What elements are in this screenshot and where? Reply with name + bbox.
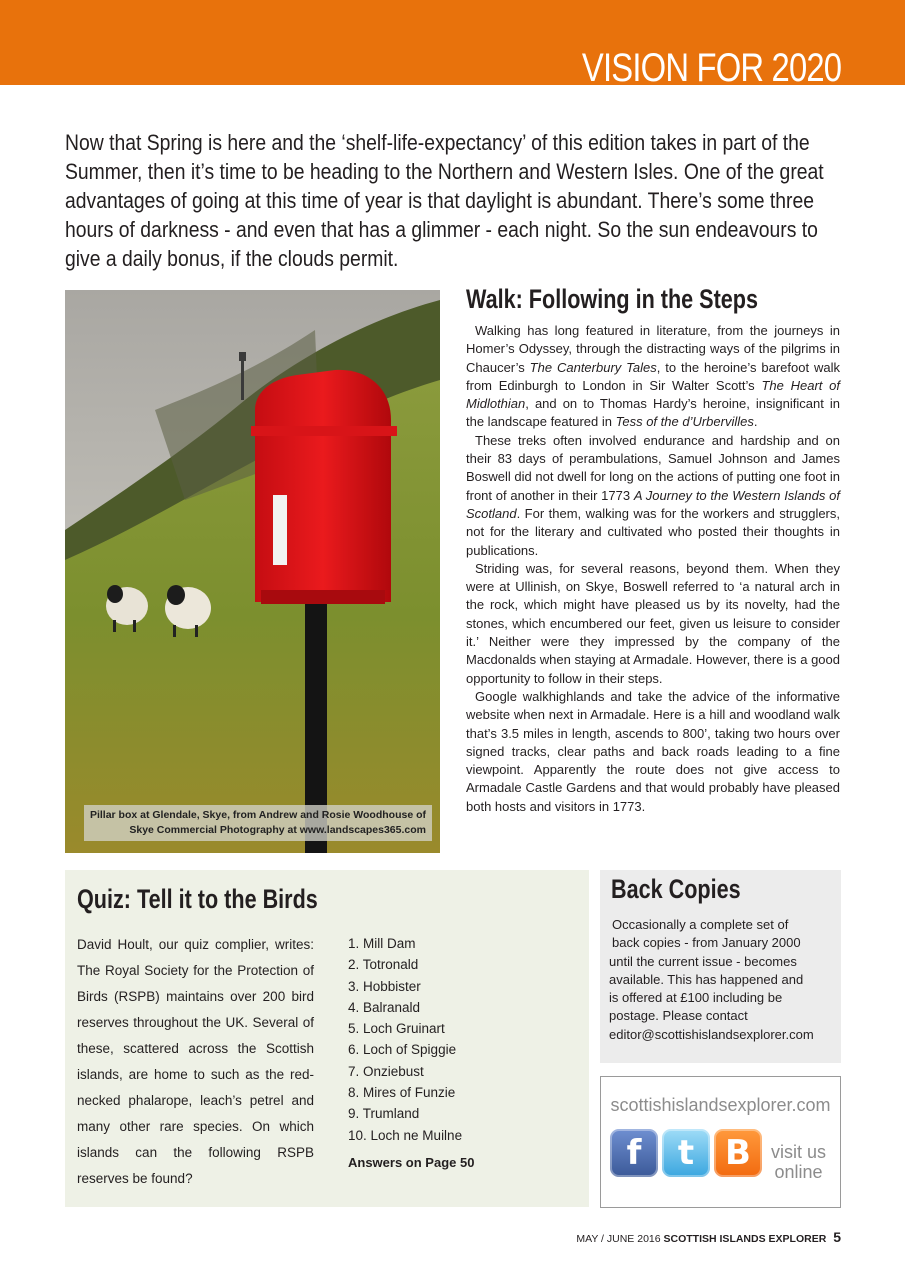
intro-paragraph: Now that Spring is here and the ‘shelf-life-expectancy’ of this edition takes in part of the Summer, then it’s time to be heading to the Northern and Western Isles. One of the great advantages of going at this time of year is that daylight is abundant. There’s some three hours of darkness - and even that has a glimmer - each night. So the sun endeavours to give a daily bonus, if the clouds permit.	[65, 130, 824, 271]
list-item: 7. Onziebust	[348, 1063, 424, 1079]
list-item: 1. Mill Dam	[348, 936, 416, 951]
website-link[interactable]: scottishislandsexplorer.com	[610, 1095, 831, 1115]
photo-caption	[84, 805, 432, 841]
list-item: 8. Mires of Funzie	[348, 1085, 456, 1101]
facebook-icon[interactable]: f	[610, 1129, 658, 1177]
text-line: back copies - from January 2000	[612, 935, 801, 951]
quiz-question: David Hoult, our quiz complier, writes: The Royal Society for the Protection of Birds (RSPB) maintains over 200 bird reserves throughout the UK. Several of these, scattered across the Scottish islands, are home to such as the red-necked phalarope, leach’s petrel and many other rare species. On which islands can the following RSPB reserves be found?	[77, 937, 314, 1186]
page-number: 5	[833, 1229, 841, 1245]
list-item: 5. Loch Gruinart	[348, 1021, 445, 1037]
back-copies-panel	[600, 870, 841, 1063]
walk-paragraph: Striding was, for several reasons, beyond them. When they were at Ullinish, on Skye, Boswell referred to ‘a natural arch in the rock, which might have pleased us by its novelty, had the stones, which encumbered our feet, given us leisure to consider it.’ Neither were they impressed by the company of the Macdonalds when staying at Armadale. However, there is a good opportunity to follow in their steps.	[466, 560, 840, 686]
walk-title: Walk: Following in the Steps	[466, 284, 759, 314]
list-item: 4. Balranald	[348, 999, 421, 1015]
quiz-title: Quiz: Tell it to the Birds	[77, 884, 318, 914]
quiz-list	[348, 933, 462, 1146]
social-box	[600, 1076, 841, 1208]
magazine-name: SCOTTISH ISLANDS EXPLORER	[663, 1233, 827, 1245]
list-item: 6. Loch of Spiggie	[348, 1042, 457, 1058]
text-line: Occasionally a complete set of	[612, 917, 789, 932]
walk-paragraph: Google walkhighlands and take the advice of the informative website when next in Armadale. Here is a hill and woodland walk that’s 3.5 miles in length, ascends to 800’, taking two hours over signed tracks, clear paths and back roads leading to a fine viewpoint. Apparently the route does not give access to Armadale Castle Gardens and that would probably have pleased both hosts and visitors in 1773.	[466, 688, 840, 814]
quiz-answers: Answers on Page 50	[348, 1155, 475, 1170]
list-item: 2. Totronald	[348, 957, 419, 973]
walk-article	[466, 322, 840, 816]
text-line: available. This has happened and	[609, 971, 804, 987]
list-item: 9. Trumland	[348, 1106, 420, 1122]
visit-line: visit us	[770, 1142, 826, 1162]
twitter-icon[interactable]: t	[662, 1129, 710, 1177]
text-line: is offered at £100 including be	[609, 990, 783, 1006]
text-line: postage. Please contact	[609, 1008, 748, 1024]
visit-us-online	[771, 1142, 826, 1182]
text-line: until the current issue - becomes	[609, 953, 797, 969]
page-footer	[576, 1229, 841, 1245]
quiz-panel	[65, 870, 589, 1207]
social-icons	[610, 1129, 762, 1177]
caption-line: Skye Commercial Photography at www.landscapes365.com	[129, 824, 426, 836]
list-item: 10. Loch ne Muilne	[348, 1127, 463, 1143]
email-link[interactable]: editor@scottishislandsexplorer.com	[609, 1026, 814, 1042]
issue-date: MAY / JUNE 2016	[576, 1233, 661, 1245]
photo-illustration	[65, 290, 440, 853]
walk-paragraph: Walking has long featured in literature, from the journeys in Homer’s Odyssey, through the distracting ways of the pilgrims in Chaucer’s The Canterbury Tales, to the heroine’s barefoot walk from Edinburgh to London in Sir Walter Scott’s The Heart of Midlothian, and on to Thomas Hardy’s heroine, insignificant in the landscape featured in Tess of the d’Urbervilles.	[466, 323, 840, 430]
back-copies-text	[609, 916, 837, 1044]
caption-line: Pillar box at Glendale, Skye, from Andrew and Rosie Woodhouse of	[89, 809, 426, 821]
section-title: VISION FOR 2020	[581, 46, 841, 90]
walk-paragraph: These treks often involved endurance and hardship and on their 83 days of perambulations, Samuel Johnson and James Boswell did not dwell for long on the actions of putting one foot in front of another in their 1773 A Journey to the Western Islands of Scotland. For them, walking was for the workers and strugglers, not for the literary and cultivated who posted their thoughts in publications.	[466, 432, 840, 558]
visit-line: online	[774, 1162, 823, 1182]
blogger-icon[interactable]: B	[714, 1129, 762, 1177]
back-copies-title: Back Copies	[611, 874, 741, 904]
list-item: 3. Hobbister	[348, 978, 421, 994]
pillar-box-photo	[65, 290, 440, 853]
